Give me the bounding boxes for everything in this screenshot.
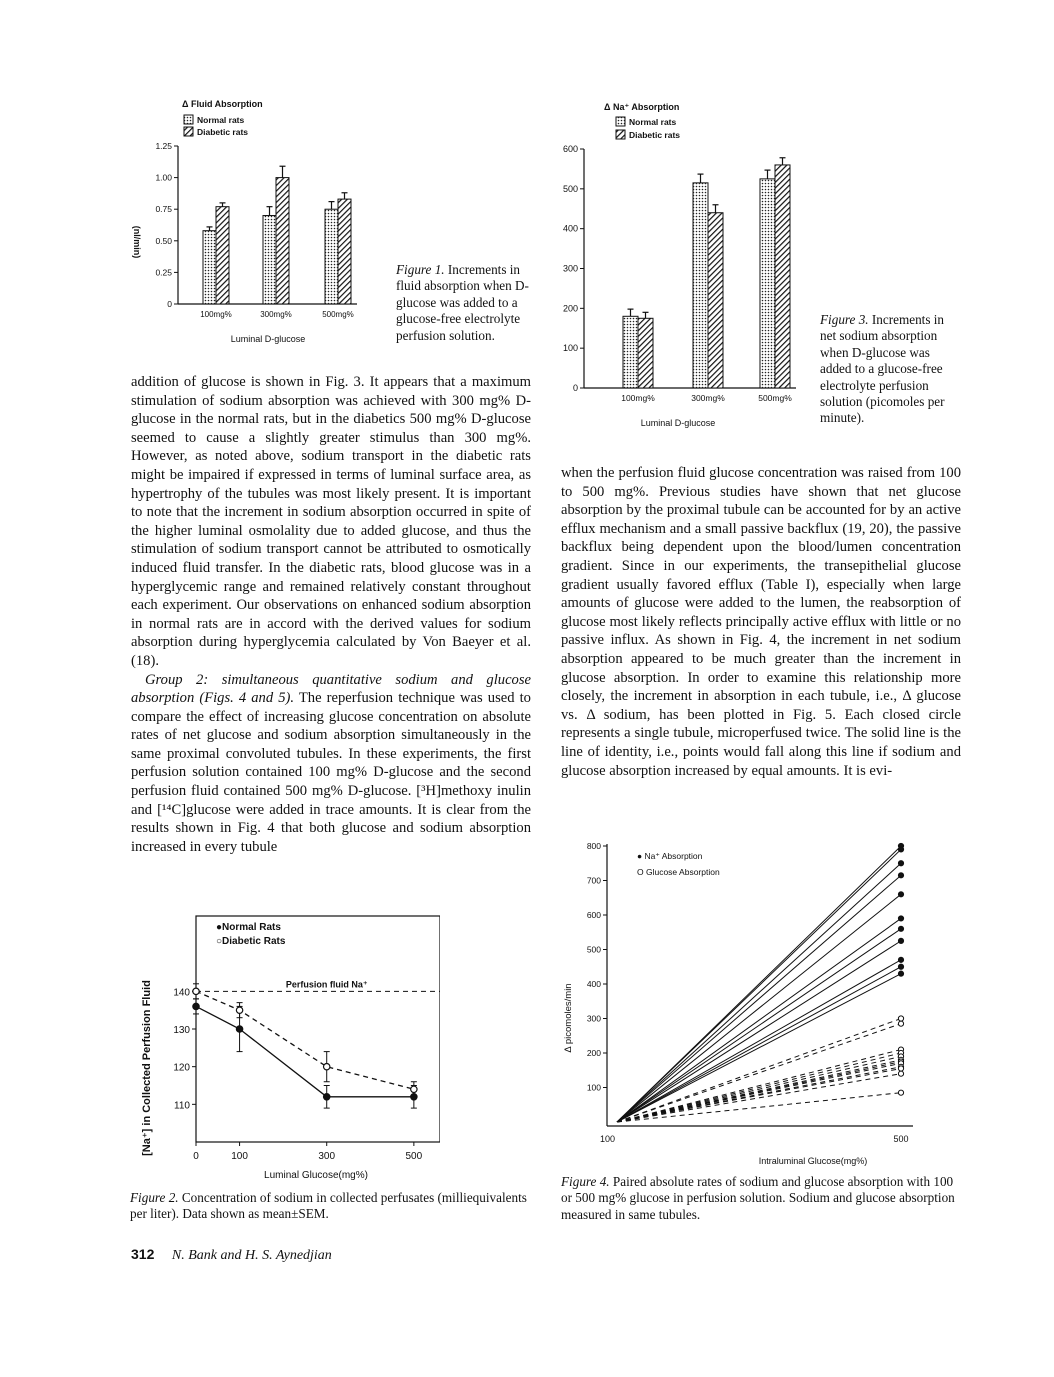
fig4-series-line [617, 863, 901, 1122]
fig1-xtick-label: 100mg% [200, 310, 232, 319]
fig2-point [324, 1094, 330, 1100]
figure-2-caption [130, 1190, 530, 1223]
fig1-bar [216, 207, 229, 304]
fig2-xtick-label: 100 [231, 1151, 248, 1162]
fig1-ytick-label: 0 [167, 299, 172, 309]
left-paragraph-2-heading: Group 2: simultaneous quantitative sodium and glucose absorption (Figs. 4 and 5). [131, 671, 531, 707]
fig2-xtick-label: 0 [193, 1151, 199, 1162]
fig4-series-line [617, 875, 901, 1122]
fig2-point [236, 1007, 242, 1013]
fig4-point [898, 1071, 903, 1076]
fig4-ytick-label: 500 [586, 944, 601, 955]
page-footer [131, 1246, 332, 1264]
fig3-legend-swatch-diabetic [616, 130, 625, 139]
fig3-bar [708, 213, 723, 388]
fig1-legend-diabetic: Diabetic rats [197, 127, 249, 137]
fig1-legend-swatch-normal [184, 115, 193, 124]
fig4-plot [587, 841, 913, 1144]
fig4-ytick-label: 300 [586, 1013, 601, 1024]
fig4-ylabel: Δ picomoles/min [563, 983, 574, 1053]
fig2-xlabel: Luminal Glucose(mg%) [264, 1170, 368, 1181]
fig3-xlabel: Luminal D-glucose [640, 418, 716, 428]
figure-4-chart [555, 838, 925, 1168]
fig3-bar [760, 179, 775, 388]
figure-4-caption [561, 1174, 961, 1223]
fig4-point [898, 957, 903, 962]
fig4-caption-label: Figure 4. [561, 1174, 610, 1189]
fig1-bar [276, 178, 289, 304]
fig1-legend-normal: Normal rats [197, 115, 245, 125]
fig1-xtick-label: 500mg% [322, 310, 354, 319]
fig4-point [898, 964, 903, 969]
fig1-ytick-label: 1.25 [155, 141, 172, 151]
fig4-point [898, 1090, 903, 1095]
fig2-xtick-label: 300 [318, 1151, 336, 1162]
fig1-ylabel: (nl/min) [132, 225, 142, 259]
fig4-caption-text: Paired absolute rates of sodium and glucose absorption with 100 or 500 mg% glucose in perfusion solution. Sodium and glucose absorption measured in same tubules. [561, 1174, 955, 1222]
fig3-bar [693, 183, 708, 388]
fig1-ytick-label: 0.25 [155, 267, 172, 278]
fig3-bar [775, 165, 790, 388]
left-paragraph-2 [131, 671, 531, 857]
fig4-series-line [617, 1056, 901, 1122]
fig2-legend-diabetic: ○Diabetic Rats [216, 936, 286, 947]
fig2-caption-text: Concentration of sodium in collected perfusates (milliequivalents per liter). Data shown as mean±SEM. [130, 1190, 527, 1222]
fig2-plot [173, 916, 440, 1162]
fig4-ytick-label: 600 [586, 910, 601, 920]
fig2-ytick-label: 130 [173, 1025, 190, 1036]
fig4-point [898, 873, 903, 878]
fig1-bar [263, 216, 276, 304]
fig3-caption-text: Increments in net sodium absorption when D-glucose was added to a glucose-free electrolyte perfusion solution (picomoles per minute). [820, 312, 945, 426]
fig1-ytick-label: 0.75 [155, 204, 172, 215]
fig4-ytick-label: 400 [586, 979, 601, 989]
fig2-xtick-label: 500 [405, 1151, 423, 1162]
fig2-point [193, 1003, 199, 1009]
fig4-point [898, 916, 903, 921]
fig2-point [236, 1026, 242, 1032]
left-paragraph-1: addition of glucose is shown in Fig. 3. It appears that a maximum stimulation of sodium absorption was achieved with 300 mg% D-glucose in the normal rats, but in the diabetics 500 mg% D-glucose seemed to cause a slightly greater stimulus than 300 mg%. However, as noted above, sodium transport in the diabetic rats might be impaired if expressed in terms of luminal surface area, as hypertrophy of the tubules was most likely present. It is important to note that the increment in sodium absorption occurred in spite of the higher luminal osmolality due to added glucose, and thus the stimulation of sodium transport cannot be attributed to osmotically induced fluid transfer. In the diabetic rats, blood glucose was in a hyperglycemic range and remained relatively constant throughout each experiment. Our observations on enhanced sodium absorption in normal rats are in accord with the derived values for sodium absorption during hyperglycemia calculated by Von Baeyer et al. (18). [131, 374, 531, 669]
right-column-text [561, 464, 961, 780]
fig3-ytick-label: 200 [562, 303, 578, 314]
fig3-bar [623, 316, 638, 388]
fig3-ytick-label: 500 [562, 183, 578, 194]
fig1-bar [203, 231, 216, 304]
fig3-ytick-label: 600 [562, 144, 578, 154]
fig2-point [411, 1086, 417, 1092]
fig3-legend-normal: Normal rats [629, 117, 677, 127]
fig2-caption-label: Figure 2. [130, 1190, 179, 1205]
fig4-series-line [617, 1024, 901, 1122]
left-paragraph-2-body: The reperfusion technique was used to compare the effect of increasing glucose concentration on absolute rates of net glucose and sodium absorption simultaneously in the same proximal convoluted tubules. In these experiments, the first perfusion solution contained 100 mg% D-glucose and the second perfusion fluid contained 500 mg% D-glucose. [³H]methoxy inulin and [¹⁴C]glucose were added in trace amounts. It is clear from the results shown in Fig. 4 that both glucose and sodium absorption increased in every tubule [131, 690, 531, 855]
fig2-point [193, 988, 199, 994]
fig4-legend-na: ● Na⁺ Absorption [637, 851, 703, 861]
fig1-xtick-label: 300mg% [260, 310, 292, 319]
left-column-text [131, 373, 531, 856]
fig4-point [898, 847, 903, 852]
fig4-series-line [617, 1050, 901, 1122]
figure-3-chart [548, 92, 810, 432]
fig3-ytick-label: 0 [572, 383, 578, 393]
fig4-xtick-label: 100 [599, 1134, 615, 1144]
right-paragraph-1: when the perfusion fluid glucose concentration was raised from 100 to 500 mg%. Previous studies have shown that net glucose absorption by the proximal tubule can be accounted for by an active efflux mechanism and a small passive backflux (19, 20), the passive backflux being dependent upon the blood/lumen concentration gradient. Since in our experiments, the transepithelial glucose gradient usually favored efflux (Table I), especially when large amounts of glucose were added to the lumen, the reabsorption of glucose most likely reflects principally active efflux with little or no passive influx. As shown in Fig. 4, the increment in net sodium absorption appeared to be much greater than the increment in glucose absorption. In order to examine this relationship more closely, the increment in absorption in each tubule, i.e., Δ glucose vs. Δ sodium, has been plotted in Fig. 5. Each closed circle represents a single tubule, microperfused twice. The solid line is the line of identity, i.e., points would fall along this line if sodium and glucose absorption increased by equal amounts. It is evi- [561, 465, 961, 779]
fig3-xtick-label: 100mg% [621, 393, 655, 403]
figure-1-chart [120, 92, 380, 354]
fig4-xtick-label: 500 [893, 1134, 909, 1144]
fig2-reference-label: Perfusion fluid Na⁺ [285, 979, 368, 990]
fig4-point [898, 1066, 903, 1071]
fig2-ytick-label: 140 [173, 987, 190, 999]
fig3-plot [563, 144, 796, 403]
fig4-ytick-label: 100 [586, 1082, 601, 1093]
fig1-plot [155, 141, 357, 319]
fig4-point [898, 892, 903, 897]
fig2-legend-normal: ●Normal Rats [216, 922, 281, 933]
fig1-caption-text: Increments in fluid absorption when D-glucose was added to a glucose-free electrolyte perfusion solution. [396, 262, 529, 343]
fig1-caption-label: Figure 1. [396, 262, 445, 277]
figure-2-chart [128, 910, 440, 1184]
running-authors: N. Bank and H. S. Aynedjian [171, 1248, 332, 1263]
fig2-ytick-label: 110 [174, 1100, 190, 1112]
fig1-ytick-label: 0.50 [155, 235, 172, 246]
fig2-series-line [196, 1006, 414, 1096]
fig4-point [898, 1021, 903, 1026]
fig4-series-line [617, 967, 901, 1122]
fig1-xlabel: Luminal D-glucose [230, 334, 306, 344]
fig2-point [324, 1063, 330, 1069]
fig1-legend-title: Δ Fluid Absorption [182, 99, 263, 109]
fig3-ytick-label: 400 [562, 223, 578, 234]
fig4-ytick-label: 700 [586, 875, 601, 886]
fig3-legend-title: Δ Na⁺ Absorption [604, 102, 680, 112]
fig4-series-line [617, 974, 901, 1122]
fig1-bar [338, 199, 351, 304]
fig3-ytick-label: 100 [562, 343, 578, 354]
fig1-bar [325, 209, 338, 304]
fig4-point [898, 926, 903, 931]
fig3-xtick-label: 500mg% [758, 393, 792, 403]
fig4-ytick-label: 800 [586, 841, 601, 851]
fig4-legend-glucose: O Glucose Absorption [637, 867, 720, 877]
fig3-ytick-label: 300 [562, 263, 578, 274]
fig3-legend-swatch-normal [616, 117, 625, 126]
fig2-frame [196, 916, 440, 1142]
fig4-point [898, 861, 903, 866]
fig4-xlabel: Intraluminal Glucose(mg%) [758, 1156, 868, 1166]
fig2-ylabel: [Na⁺] in Collected Perfusion Fluid [141, 980, 153, 1156]
figure-3-caption [820, 312, 960, 427]
fig2-series-line [196, 991, 414, 1089]
figure-1-caption [396, 262, 536, 344]
fig1-ytick-label: 1.00 [155, 172, 172, 183]
fig3-caption-label: Figure 3. [820, 312, 869, 327]
fig1-legend-swatch-diabetic [184, 127, 193, 136]
fig4-ytick-label: 200 [586, 1048, 601, 1058]
fig3-xtick-label: 300mg% [691, 393, 725, 403]
fig4-point [898, 1016, 903, 1021]
fig2-ytick-label: 120 [173, 1062, 190, 1074]
fig4-point [898, 938, 903, 943]
fig3-legend-diabetic: Diabetic rats [629, 130, 681, 140]
fig3-bar [638, 318, 653, 388]
fig4-point [898, 971, 903, 976]
page-number: 312 [131, 1246, 155, 1262]
